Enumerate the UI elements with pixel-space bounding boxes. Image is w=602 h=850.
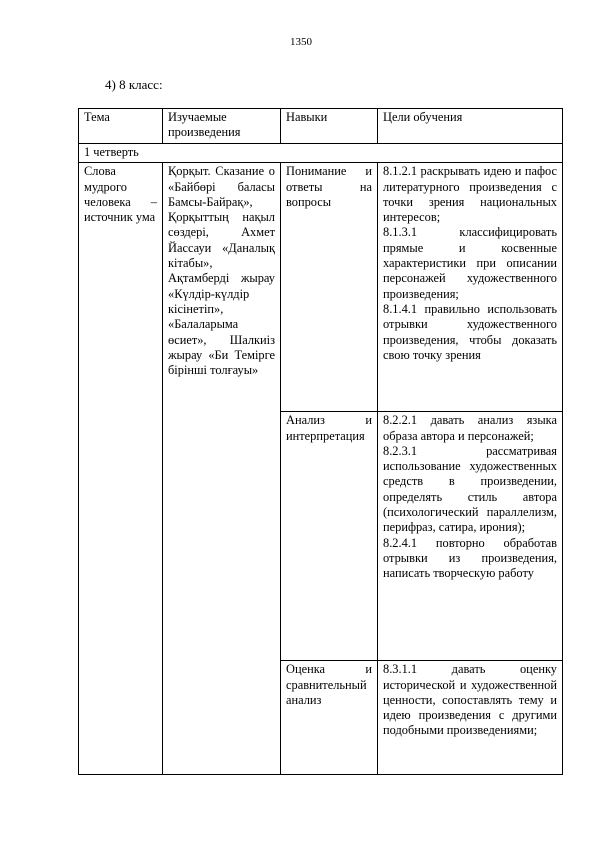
goals-evaluation: [378, 661, 563, 775]
goal-item: 8.2.4.1 повторно обработав отрывки из произведения, написать творческую работу: [383, 535, 557, 581]
works-cell: Қорқыт. Сказание о «Байбөрі баласы Бамсы-Байрақ», Қорқыттың нақыл сөздері, Ахмет Йассауи «Даналық кітабы», Ақтамберді жырау «Күлдір-күлдір кісінетіп», «Балаларыма өсиет», Шалкиіз жырау «Би Темірге бірінші толғауы»: [163, 163, 281, 775]
goal-item: 8.1.2.1 раскрывать идею и пафос литературного произведения с точки зрения национальных интересов;: [383, 164, 557, 225]
table-row: [79, 163, 563, 412]
header-topic: Тема: [79, 109, 163, 144]
goal-item: 8.2.3.1 рассматривая использование художественных средств в произведении, определять стиль автора (психологический параллелизм, перифраз, сатира, ирония);: [383, 443, 557, 535]
quarter-label: 1 четверть: [79, 144, 563, 163]
goal-item: 8.3.1.1 давать оценку исторической и художественной ценности, сопоставлять тему и идею произведения с другими подобными произведениями;: [383, 662, 557, 738]
skill-analysis: Анализ и интерпретация: [281, 412, 378, 661]
curriculum-table: [78, 108, 563, 775]
goals-analysis: [378, 412, 563, 661]
page-number: 1350: [290, 36, 312, 48]
goal-item: 8.2.2.1 давать анализ языка образа автора и персонажей;: [383, 413, 557, 443]
goal-item: 8.1.3.1 классифицировать прямые и косвенные характеристики при описании персонажей художественного произведения;: [383, 225, 557, 301]
header-works: Изучаемые произведения: [163, 109, 281, 144]
skill-evaluation: Оценка и сравнительный анализ: [281, 661, 378, 775]
header-skills: Навыки: [281, 109, 378, 144]
topic-cell: Слова мудрого человека – источник ума: [79, 163, 163, 775]
goal-item: 8.1.4.1 правильно использовать отрывки художественного произведения, чтобы доказать свою точку зрения: [383, 301, 557, 362]
skill-comprehension: Понимание и ответы на вопросы: [281, 163, 378, 412]
goals-comprehension: [378, 163, 563, 412]
table-header-row: [79, 109, 563, 144]
quarter-row: [79, 144, 563, 163]
header-goals: Цели обучения: [378, 109, 563, 144]
section-heading: 4) 8 класс:: [105, 77, 163, 92]
